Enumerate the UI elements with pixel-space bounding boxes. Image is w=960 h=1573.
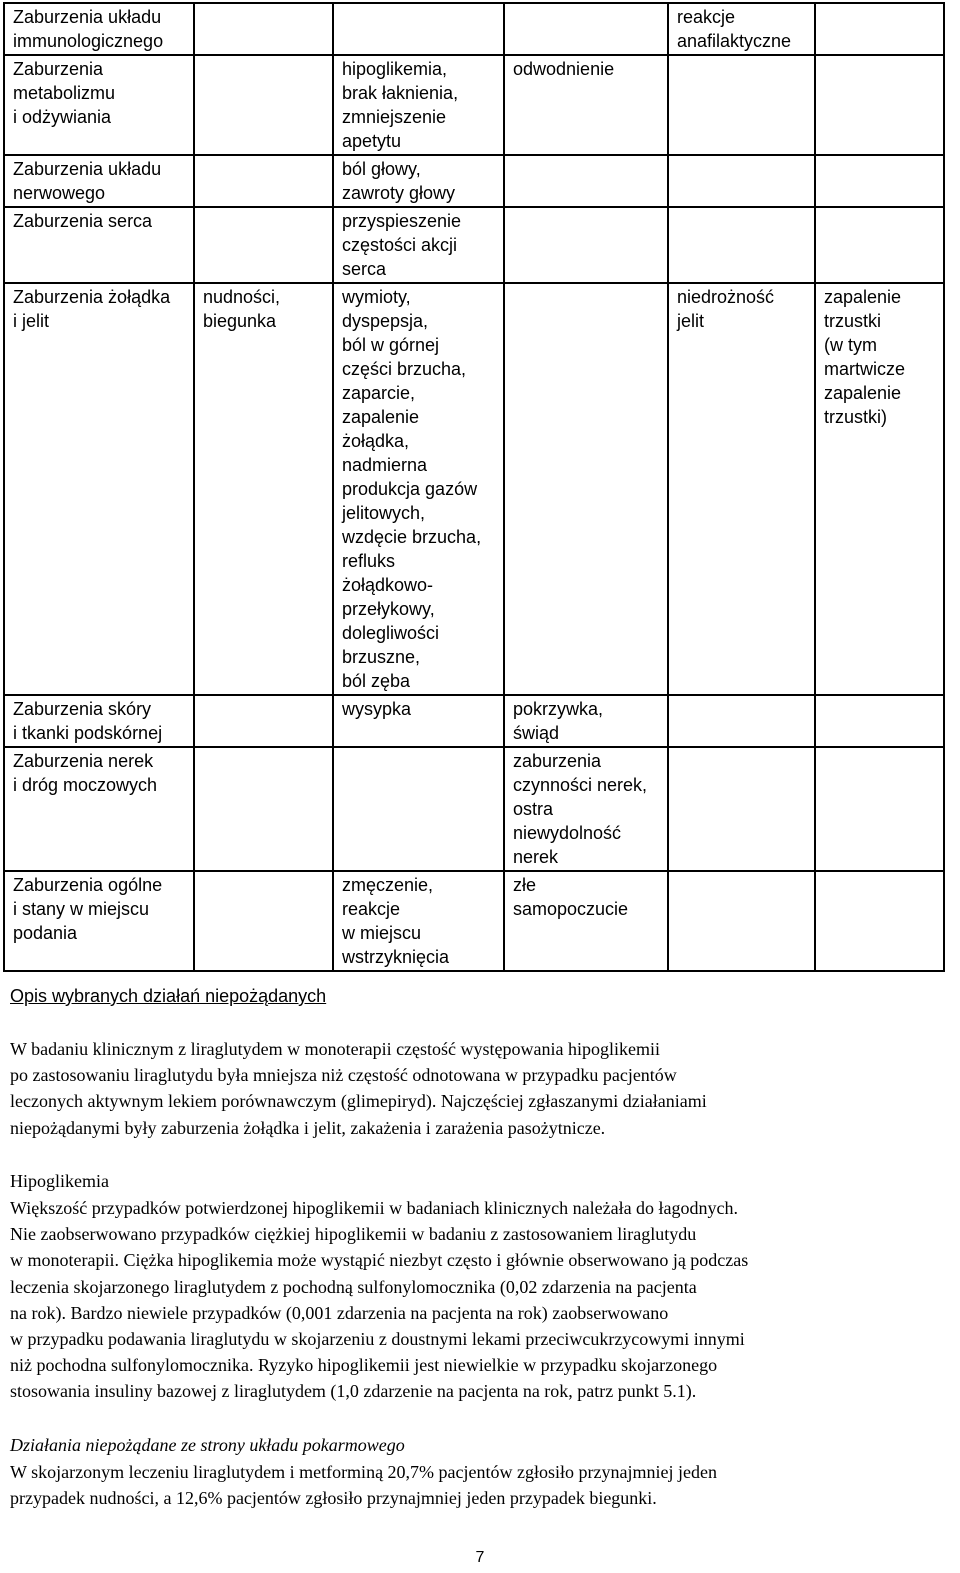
cell-line: ból w górnej xyxy=(342,335,440,355)
cell-line: reakcje xyxy=(677,7,736,27)
cell-line: dyspepsja, xyxy=(342,311,429,331)
table-row xyxy=(4,207,944,283)
cell-line: nerwowego xyxy=(13,183,106,203)
cell-line: wysypka xyxy=(342,699,412,719)
cell-line: odwodnienie xyxy=(513,59,615,79)
cell-line: przyspieszenie xyxy=(342,211,462,231)
table-row xyxy=(4,3,944,55)
very-rare-cell xyxy=(815,155,944,207)
cell-line: nudności, xyxy=(203,287,281,307)
cell-line: brzuszne, xyxy=(342,647,421,667)
very-rare-cell xyxy=(815,871,944,971)
cell-line: zmniejszenie xyxy=(342,107,447,127)
gastro-line: W skojarzonym leczeniu liraglutydem i metforminą 20,7% pacjentów zgłosiło przynajmniej jeden xyxy=(10,1462,717,1482)
cell-line: podania xyxy=(13,923,78,943)
cell-line: hipoglikemia, xyxy=(342,59,448,79)
hypoglycemia-heading: Hipoglikemia xyxy=(10,1171,109,1191)
rare-cell xyxy=(668,155,815,207)
cell-line: części brzucha, xyxy=(342,359,467,379)
adverse-reactions-table xyxy=(3,2,945,972)
cell-line: złe xyxy=(513,875,537,895)
common-cell xyxy=(333,283,504,695)
cell-line: Zaburzenia serca xyxy=(13,211,153,231)
cell-line: nadmierna xyxy=(342,455,428,475)
cell-line: Zaburzenia nerek xyxy=(13,751,154,771)
cell-line: jelit xyxy=(677,311,705,331)
gastro-heading: Działania niepożądane ze strony układu pokarmowego xyxy=(10,1435,405,1455)
uncommon-cell xyxy=(504,695,668,747)
cell-line: martwicze xyxy=(824,359,906,379)
intro-line: niepożądanymi były zaburzenia żołądka i jelit, zakażenia i zarażenia pasożytnicze. xyxy=(10,1117,606,1138)
adverse-reactions-table-body xyxy=(4,3,944,971)
common-cell xyxy=(333,871,504,971)
cell-line: nerek xyxy=(513,847,559,867)
table-row xyxy=(4,155,944,207)
cell-line: Zaburzenia xyxy=(13,59,104,79)
very-rare-cell xyxy=(815,695,944,747)
common-cell xyxy=(333,155,504,207)
cell-line: refluks xyxy=(342,551,396,571)
very-rare-cell xyxy=(815,747,944,871)
cell-line: żołądka, xyxy=(342,431,410,451)
very-common-cell xyxy=(194,155,333,207)
cell-line: dolegliwości xyxy=(342,623,440,643)
page-number: 7 xyxy=(475,1549,485,1566)
cell-line: trzustki) xyxy=(824,407,887,427)
cell-line: produkcja gazów xyxy=(342,479,478,499)
soc-cell xyxy=(4,155,194,207)
soc-cell xyxy=(4,207,194,283)
common-cell xyxy=(333,3,504,55)
cell-line: niedrożność xyxy=(677,287,775,307)
uncommon-cell xyxy=(504,871,668,971)
gastro-paragraph xyxy=(10,1459,717,1511)
table-row xyxy=(4,871,944,971)
cell-line: zapalenie xyxy=(342,407,420,427)
cell-line: zawroty głowy xyxy=(342,183,456,203)
cell-line: żołądkowo- xyxy=(342,575,434,595)
cell-line: apetytu xyxy=(342,131,402,151)
common-cell xyxy=(333,207,504,283)
very-rare-cell xyxy=(815,283,944,695)
table-row xyxy=(4,747,944,871)
cell-line: niewydolność xyxy=(513,823,622,843)
cell-line: Zaburzenia układu xyxy=(13,159,162,179)
hypoglycemia-line: niż pochodna sulfonylomocznika. Ryzyko hipoglikemii jest niewielkie w przypadku skojarzonego xyxy=(10,1355,718,1376)
hypoglycemia-line: Większość przypadków potwierdzonej hipoglikemii w badaniach klinicznych należała do łagodnych. xyxy=(10,1198,739,1218)
very-common-cell xyxy=(194,3,333,55)
cell-line: Zaburzenia skóry xyxy=(13,699,152,719)
uncommon-cell xyxy=(504,3,668,55)
hypoglycemia-line: stosowania insuliny bazowej z liraglutydem (1,0 zdarzenie na pacjenta na rok, patrz punkt 5.1). xyxy=(10,1381,697,1402)
cell-line: Zaburzenia żołądka xyxy=(13,287,171,307)
cell-line: i jelit xyxy=(13,311,50,331)
cell-line: Zaburzenia układu xyxy=(13,7,162,27)
cell-line: zaburzenia xyxy=(513,751,602,771)
hypoglycemia-line: w przypadku podawania liraglutydu w skojarzeniu z doustnymi lekami przeciwcukrzycowymi innymi xyxy=(10,1329,745,1350)
very-common-cell xyxy=(194,283,333,695)
cell-line: ostra xyxy=(513,799,554,819)
hypoglycemia-line: leczenia skojarzonego liraglutydem z pochodną sulfonylomocznika (0,02 zdarzenia na pacjenta xyxy=(10,1276,697,1297)
cell-line: i odżywiania xyxy=(13,107,112,127)
hypoglycemia-line: Nie zaobserwowano przypadków ciężkiej hipoglikemii w badaniu z zastosowaniem liraglutydu xyxy=(10,1224,697,1245)
uncommon-cell xyxy=(504,283,668,695)
cell-line: i stany w miejscu xyxy=(13,899,150,919)
soc-cell xyxy=(4,55,194,155)
cell-line: i dróg moczowych xyxy=(13,775,158,795)
rare-cell xyxy=(668,695,815,747)
cell-line: serca xyxy=(342,259,387,279)
intro-line: po zastosowaniu liraglutydu była mniejsza niż częstość odnotowana w przypadku pacjentów xyxy=(10,1065,677,1086)
very-common-cell xyxy=(194,871,333,971)
cell-line: w miejscu xyxy=(342,923,422,943)
rare-cell xyxy=(668,283,815,695)
soc-cell xyxy=(4,747,194,871)
very-common-cell xyxy=(194,747,333,871)
gastro-line: przypadek nudności, a 12,6% pacjentów zgłosiło przynajmniej jeden przypadek biegunki. xyxy=(10,1488,657,1509)
soc-cell xyxy=(4,283,194,695)
intro-paragraph xyxy=(10,1036,707,1141)
rare-cell xyxy=(668,55,815,155)
cell-line: trzustki xyxy=(824,311,882,331)
cell-line: brak łaknienia, xyxy=(342,83,459,103)
very-common-cell xyxy=(194,55,333,155)
soc-cell xyxy=(4,695,194,747)
cell-line: metabolizmu xyxy=(13,83,116,103)
rare-cell xyxy=(668,747,815,871)
uncommon-cell xyxy=(504,207,668,283)
rare-cell xyxy=(668,3,815,55)
very-common-cell xyxy=(194,207,333,283)
cell-line: reakcje xyxy=(342,899,401,919)
table-row xyxy=(4,283,944,695)
common-cell xyxy=(333,695,504,747)
common-cell xyxy=(333,55,504,155)
very-common-cell xyxy=(194,695,333,747)
cell-line: czynności nerek, xyxy=(513,775,648,795)
cell-line: biegunka xyxy=(203,311,277,331)
cell-line: wymioty, xyxy=(342,287,411,307)
hypoglycemia-line: w monoterapii. Ciężka hipoglikemia może wystąpić niezbyt często i głównie obserwowano ją podczas xyxy=(10,1250,749,1271)
cell-line: samopoczucie xyxy=(513,899,629,919)
uncommon-cell xyxy=(504,155,668,207)
cell-line: anafilaktyczne xyxy=(677,31,792,51)
cell-line: świąd xyxy=(513,723,560,743)
cell-line: wzdęcie brzucha, xyxy=(342,527,482,547)
uncommon-cell xyxy=(504,55,668,155)
cell-line: wstrzyknięcia xyxy=(342,947,450,967)
cell-line: zapalenie xyxy=(824,287,902,307)
cell-line: częstości akcji xyxy=(342,235,458,255)
cell-line: Zaburzenia ogólne xyxy=(13,875,163,895)
very-rare-cell xyxy=(815,207,944,283)
table-row xyxy=(4,695,944,747)
rare-cell xyxy=(668,207,815,283)
common-cell xyxy=(333,747,504,871)
section-heading: Opis wybranych działań niepożądanych xyxy=(10,986,327,1006)
cell-line: (w tym xyxy=(824,335,877,355)
cell-line: zaparcie, xyxy=(342,383,416,403)
cell-line: i tkanki podskórnej xyxy=(13,723,163,743)
very-rare-cell xyxy=(815,3,944,55)
table-row xyxy=(4,55,944,155)
cell-line: ból zęba xyxy=(342,671,411,691)
hypoglycemia-line: na rok). Bardzo niewiele przypadków (0,001 zdarzenia na pacjenta na rok) zaobserwowano xyxy=(10,1302,669,1323)
cell-line: zmęczenie, xyxy=(342,875,434,895)
hypoglycemia-paragraph xyxy=(10,1195,748,1405)
uncommon-cell xyxy=(504,747,668,871)
cell-line: zapalenie xyxy=(824,383,902,403)
intro-line: leczonych aktywnym lekiem porównawczym (glimepiryd). Najczęściej zgłaszanymi działaniami xyxy=(10,1091,707,1112)
soc-cell xyxy=(4,871,194,971)
cell-line: ból głowy, xyxy=(342,159,421,179)
rare-cell xyxy=(668,871,815,971)
soc-cell xyxy=(4,3,194,55)
very-rare-cell xyxy=(815,55,944,155)
cell-line: pokrzywka, xyxy=(513,699,604,719)
cell-line: przełykowy, xyxy=(342,599,435,619)
intro-line: W badaniu klinicznym z liraglutydem w monoterapii częstość występowania hipoglikemii xyxy=(10,1039,661,1059)
cell-line: jelitowych, xyxy=(342,503,426,523)
cell-line: immunologicznego xyxy=(13,31,164,51)
